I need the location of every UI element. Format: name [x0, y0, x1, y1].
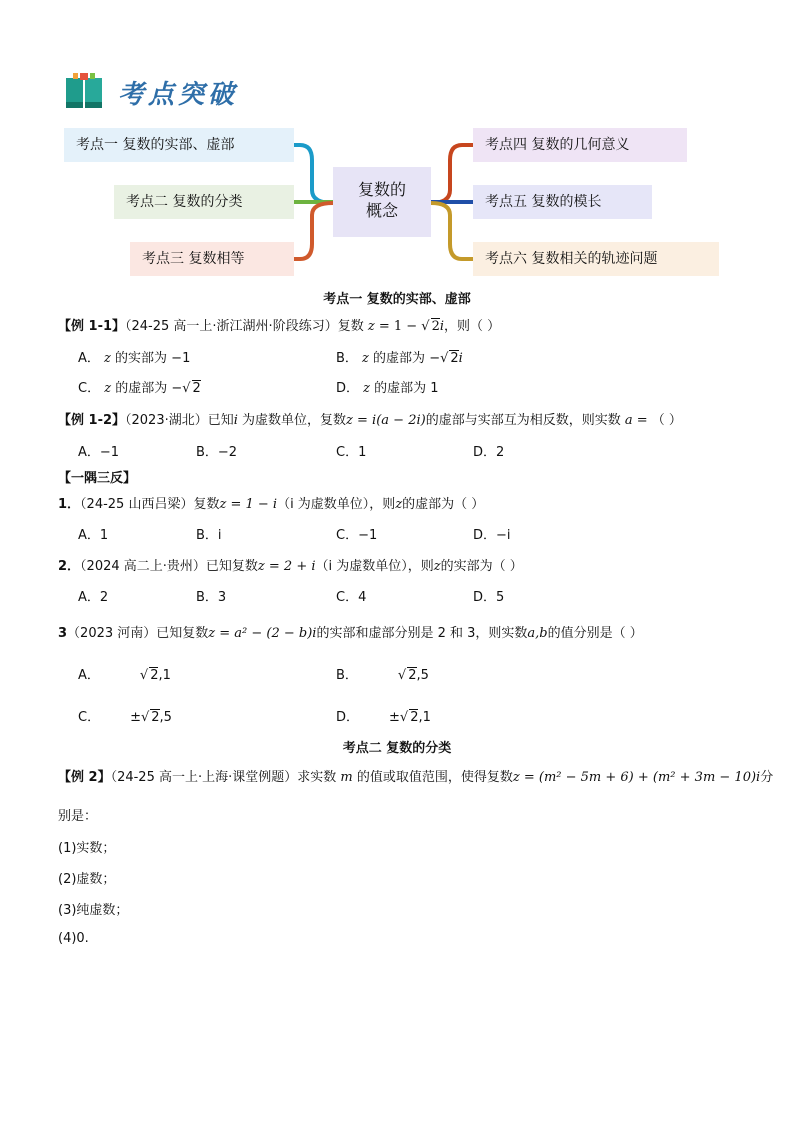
option-b: B．i	[196, 528, 222, 543]
mindmap-center	[333, 167, 431, 237]
list-item: (2)虚数；	[58, 872, 116, 887]
formula: z = 1 − √ 2i	[363, 319, 445, 334]
option-a: A． z 的实部为 −1	[78, 351, 191, 366]
section2-heading: 考点二 复数的分类	[342, 741, 452, 756]
example-2-line2: 别是：	[58, 809, 98, 824]
option-c: C． z 的虚部为 −√ 2	[78, 381, 201, 396]
mindmap-topic-5: 考点五 复数的模长	[473, 185, 652, 219]
option-a: A．2	[78, 590, 109, 605]
section1-heading: 考点一 复数的实部、虚部	[323, 292, 471, 307]
mindmap-topic-2: 考点二 复数的分类	[114, 185, 294, 219]
option-d: D．5	[473, 590, 505, 605]
list-item: (1)实数；	[58, 841, 116, 856]
mindmap-topic-1: 考点一 复数的实部、虚部	[64, 128, 294, 162]
list-item: (4)0.	[58, 931, 89, 946]
mindmap-topic-6: 考点六 复数相关的轨迹问题	[473, 242, 719, 276]
example-tag: 【例 1-1】	[58, 319, 126, 334]
example-2: 【例 2】（24-25 高一上·上海·课堂例题）求实数 m 的值或取值范围，使得复数z = (m² − 5m + 6) + (m² + 3m − 10)i分	[58, 770, 774, 785]
example-1-1	[58, 315, 500, 334]
mindmap-center-line2: 概念	[365, 201, 398, 220]
option-b: B． √ 2,5	[336, 668, 429, 683]
mindmap-center-line1: 复数的	[357, 180, 406, 199]
example-1-2: 【例 1-2】（2023·湖北）已知i 为虚数单位，复数z = i(a − 2i)的虚部与实部互为相反数，则实数 a = （ ）	[58, 413, 682, 428]
option-b: B． z 的虚部为 −√ 2i	[336, 351, 463, 366]
option-d: D．2	[473, 445, 505, 460]
list-item: (3)纯虚数；	[58, 903, 129, 918]
option-a: A．1	[78, 528, 109, 543]
option-a: A． √ 2,1	[78, 668, 171, 683]
option-b: B．−2	[196, 445, 238, 460]
option-c: C．1	[336, 445, 367, 460]
option-d: D．−i	[473, 528, 511, 543]
question-1: 1．（24-25 山西吕梁）复数z = 1 − i（i 为虚数单位），则z的虚部为（ ）	[58, 497, 485, 512]
question-2: 2．（2024 高二上·贵州）已知复数z = 2 + i（i 为虚数单位），则z的实部为（ ）	[58, 559, 523, 574]
mindmap-topic-3: 考点三 复数相等	[130, 242, 294, 276]
option-b: B．3	[196, 590, 227, 605]
option-d: D． ±√ 2,1	[336, 710, 431, 725]
option-a: A．−1	[78, 445, 120, 460]
option-d: D． z 的虚部为 1	[336, 381, 439, 396]
option-c: C．4	[336, 590, 367, 605]
option-c: C． ±√ 2,5	[78, 710, 172, 725]
example-tail: ，则（ ）	[444, 319, 501, 334]
practice-heading: 【一隅三反】	[58, 471, 137, 486]
mindmap-topic-4: 考点四 复数的几何意义	[473, 128, 687, 162]
question-3: 3（2023 河南）已知复数z = a² − (2 − b)i的实部和虚部分别是 2 和 3，则实数a,b的值分别是（ ）	[58, 626, 643, 641]
option-c: C．−1	[336, 528, 378, 543]
example-source: （24-25 高一上·浙江湖州·阶段练习）复数	[125, 319, 364, 334]
page-title: 考点突破	[118, 80, 239, 110]
